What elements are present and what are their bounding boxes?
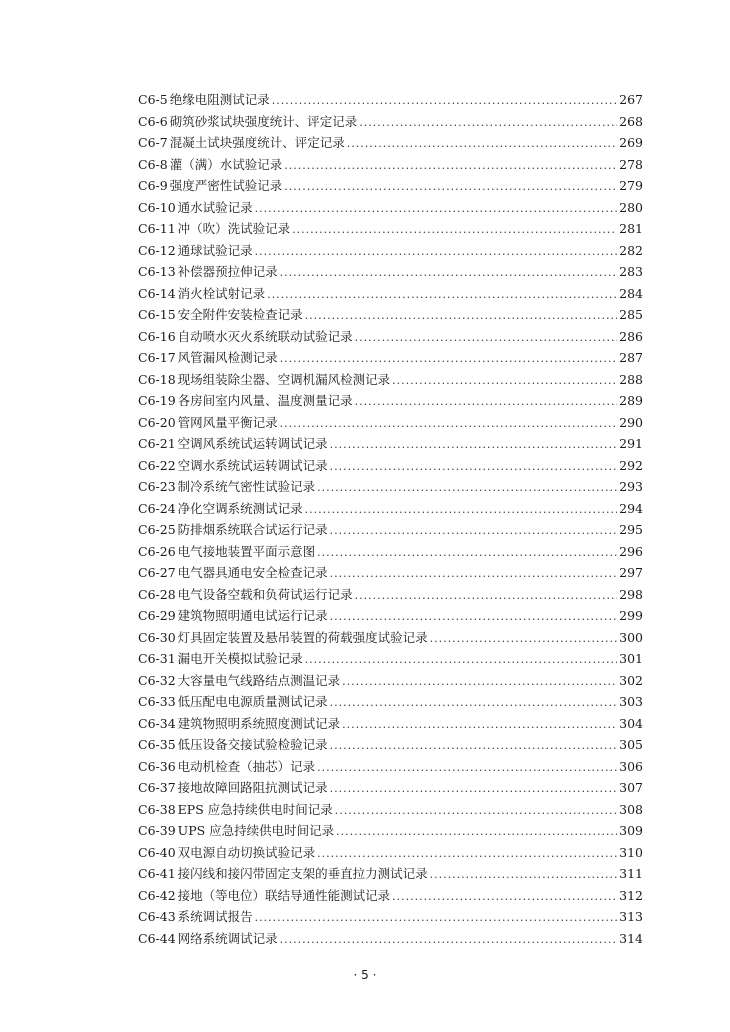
toc-entry-title: 低压设备交接试验检验记录	[177, 737, 328, 752]
dot-leader	[292, 219, 617, 241]
toc-entry[interactable]	[138, 605, 643, 627]
toc-entry[interactable]	[138, 928, 643, 950]
toc-entry-title: 接地（等电位）联结导通性能测试记录	[177, 887, 391, 903]
dot-leader	[392, 886, 617, 908]
toc-entry[interactable]	[138, 390, 643, 412]
toc-entry-title: 强度严密性试验记录	[169, 178, 283, 193]
toc-entry-title: 自动喷水灭火系统联动试验记录	[177, 328, 353, 344]
toc-entry[interactable]	[138, 89, 643, 111]
toc-entry-title: EPS 应急持续供电时间记录	[177, 801, 333, 817]
toc-entry-title: 消火栓试射记录	[177, 285, 266, 301]
toc-entry-page: 312	[619, 887, 643, 903]
dot-leader	[342, 714, 617, 736]
toc-entry-title: 电气接地装置平面示意图	[177, 543, 316, 559]
toc-entry-page: 298	[619, 586, 643, 602]
toc-entry-title: 制冷系统气密性试验记录	[177, 479, 316, 494]
toc-entry-page: 313	[619, 909, 643, 924]
toc-entry-page: 287	[619, 350, 643, 365]
toc-entry[interactable]	[138, 906, 643, 928]
toc-entry-page: 279	[619, 178, 643, 193]
toc-entry-title: 各房间室内风量、温度测量记录	[177, 393, 353, 408]
dot-leader	[355, 391, 617, 413]
toc-entry-code: C6-22	[138, 457, 176, 473]
toc-entry-title: 大容量电气线路结点测温记录	[177, 672, 341, 688]
toc-entry-page: 297	[619, 565, 643, 580]
toc-entry[interactable]	[138, 799, 643, 821]
toc-entry-code: C6-17	[138, 350, 176, 365]
dot-leader	[355, 585, 617, 607]
toc-entry-code: C6-15	[138, 307, 176, 322]
toc-entry-page: 268	[619, 113, 643, 129]
toc-entry-page: 292	[619, 457, 643, 473]
toc-entry-page: 310	[619, 844, 643, 860]
toc-entry-code: C6-24	[138, 500, 176, 516]
toc-entry-code: C6-29	[138, 608, 176, 623]
toc-entry-page: 284	[619, 285, 643, 301]
dot-leader	[317, 757, 617, 779]
dot-leader	[280, 929, 617, 951]
toc-entry[interactable]	[138, 369, 643, 391]
toc-entry[interactable]	[138, 498, 643, 520]
dot-leader	[280, 413, 617, 435]
toc-entry-code: C6-13	[138, 264, 176, 279]
toc-entry-page: 278	[619, 156, 643, 172]
toc-entry-page: 294	[619, 500, 643, 516]
dot-leader	[255, 241, 617, 263]
toc-entry-code: C6-21	[138, 436, 176, 451]
toc-entry-code: C6-6	[138, 113, 168, 129]
dot-leader	[272, 90, 617, 112]
toc-entry-code: C6-11	[138, 221, 176, 236]
toc-entry[interactable]	[138, 154, 643, 176]
toc-entry-page: 309	[619, 823, 643, 838]
dot-leader	[430, 864, 617, 886]
dot-leader	[392, 370, 617, 392]
toc-entry[interactable]	[138, 562, 643, 584]
toc-entry[interactable]	[138, 734, 643, 756]
dot-leader	[305, 499, 617, 521]
toc-entry-page: 289	[619, 393, 643, 408]
toc-entry-code: C6-30	[138, 629, 176, 645]
dot-leader	[330, 735, 617, 757]
toc-entry[interactable]	[138, 476, 643, 498]
dot-leader	[342, 671, 617, 693]
toc-entry-page: 302	[619, 672, 643, 688]
toc-entry-title: 灌（满）水试验记录	[169, 156, 283, 172]
toc-entry-code: C6-12	[138, 242, 176, 258]
toc-entry[interactable]	[138, 240, 643, 262]
toc-entry[interactable]	[138, 261, 643, 283]
toc-entry-page: 303	[619, 694, 643, 709]
dot-leader	[280, 348, 617, 370]
dot-leader	[280, 262, 617, 284]
toc-entry-title: 风管漏风检测记录	[177, 350, 278, 365]
toc-entry[interactable]	[138, 885, 643, 907]
toc-entry-title: 漏电开关模拟试验记录	[177, 651, 303, 666]
dot-leader	[330, 692, 617, 714]
toc-entry-title: 冲（吹）洗试验记录	[177, 221, 291, 236]
toc-entry-title: UPS 应急持续供电时间记录	[177, 823, 335, 838]
toc-entry-code: C6-40	[138, 844, 176, 860]
toc-entry-title: 管网风量平衡记录	[177, 414, 278, 430]
toc-entry-code: C6-7	[138, 135, 168, 150]
toc-entry-title: 安全附件安装检查记录	[177, 307, 303, 322]
toc-entry-title: 电气设备空载和负荷试运行记录	[177, 586, 353, 602]
toc-entry[interactable]	[138, 519, 643, 541]
toc-entry-page: 290	[619, 414, 643, 430]
toc-entry-page: 300	[619, 629, 643, 645]
toc-entry[interactable]	[138, 111, 643, 133]
toc-entry-code: C6-44	[138, 930, 176, 946]
toc-entry[interactable]	[138, 541, 643, 563]
toc-entry[interactable]	[138, 584, 643, 606]
toc-entry[interactable]	[138, 412, 643, 434]
toc-entry-title: 接地故障回路阻抗测试记录	[177, 780, 328, 795]
toc-entry-page: 314	[619, 930, 643, 946]
toc-entry[interactable]	[138, 863, 643, 885]
toc-entry-title: 接闪线和接闪带固定支架的垂直拉力测试记录	[177, 866, 428, 881]
dot-leader	[305, 305, 617, 327]
toc-entry[interactable]	[138, 627, 643, 649]
toc-entry-code: C6-34	[138, 715, 176, 731]
toc-entry-code: C6-10	[138, 199, 176, 215]
toc-entry-page: 299	[619, 608, 643, 623]
toc-entry-code: C6-39	[138, 823, 176, 838]
toc-entry-code: C6-38	[138, 801, 176, 817]
toc-entry[interactable]	[138, 132, 643, 154]
toc-entry-page: 267	[619, 92, 643, 107]
toc-entry[interactable]	[138, 175, 643, 197]
toc-entry-page: 296	[619, 543, 643, 559]
toc-entry-code: C6-5	[138, 92, 168, 107]
toc-entry[interactable]	[138, 218, 643, 240]
dot-leader	[330, 778, 617, 800]
toc-entry[interactable]	[138, 777, 643, 799]
dot-leader	[317, 477, 617, 499]
toc-entry[interactable]	[138, 670, 643, 692]
dot-leader	[330, 606, 617, 628]
dot-leader	[430, 628, 617, 650]
toc-entry[interactable]	[138, 842, 643, 864]
dot-leader	[305, 649, 617, 671]
toc-entry-page: 295	[619, 522, 643, 537]
dot-leader	[335, 800, 617, 822]
toc-entry-page: 306	[619, 758, 643, 774]
toc-entry-code: C6-23	[138, 479, 176, 494]
toc-entry-page: 308	[619, 801, 643, 817]
toc-entry[interactable]	[138, 283, 643, 305]
toc-entry-page: 304	[619, 715, 643, 731]
toc-entry-code: C6-32	[138, 672, 176, 688]
toc-entry-code: C6-14	[138, 285, 176, 301]
toc-entry-page: 291	[619, 436, 643, 451]
toc-entry-page: 305	[619, 737, 643, 752]
toc-entry-code: C6-20	[138, 414, 176, 430]
table-of-contents	[138, 89, 643, 949]
toc-entry-code: C6-8	[138, 156, 168, 172]
toc-entry-title: 建筑物照明通电试运行记录	[177, 608, 328, 623]
toc-entry[interactable]	[138, 713, 643, 735]
toc-entry-title: 空调水系统试运转调试记录	[177, 457, 328, 473]
toc-entry-code: C6-28	[138, 586, 176, 602]
dot-leader	[284, 176, 617, 198]
toc-entry-title: 通水试验记录	[177, 199, 253, 215]
dot-leader	[255, 198, 617, 220]
toc-entry-code: C6-31	[138, 651, 176, 666]
toc-entry-title: 网络系统调试记录	[177, 930, 278, 946]
toc-entry-title: 通球试验记录	[177, 242, 253, 258]
toc-entry[interactable]	[138, 648, 643, 670]
toc-entry-title: 系统调试报告	[177, 909, 253, 924]
page-number: · 5 ·	[353, 968, 377, 982]
toc-entry-page: 288	[619, 371, 643, 387]
toc-entry-code: C6-42	[138, 887, 176, 903]
toc-entry-title: 现场组装除尘器、空调机漏风检测记录	[177, 371, 391, 387]
toc-entry-title: 混凝土试块强度统计、评定记录	[169, 135, 345, 150]
toc-entry-code: C6-41	[138, 866, 176, 881]
toc-entry-title: 低压配电电源质量测试记录	[177, 694, 328, 709]
toc-entry-code: C6-26	[138, 543, 176, 559]
dot-leader	[267, 284, 617, 306]
toc-entry-page: 283	[619, 264, 643, 279]
dot-leader	[355, 327, 617, 349]
toc-entry-code: C6-18	[138, 371, 176, 387]
toc-entry-page: 307	[619, 780, 643, 795]
toc-entry-code: C6-27	[138, 565, 176, 580]
toc-entry-title: 防排烟系统联合试运行记录	[177, 522, 328, 537]
toc-entry-code: C6-43	[138, 909, 176, 924]
toc-entry-page: 286	[619, 328, 643, 344]
toc-entry-page: 301	[619, 651, 643, 666]
toc-entry-title: 空调风系统试运转调试记录	[177, 436, 328, 451]
toc-entry[interactable]	[138, 326, 643, 348]
toc-entry-title: 双电源自动切换试验记录	[177, 844, 316, 860]
toc-entry-page: 281	[619, 221, 643, 236]
toc-entry-code: C6-35	[138, 737, 176, 752]
toc-entry[interactable]	[138, 304, 643, 326]
dot-leader	[336, 821, 617, 843]
toc-entry-title: 净化空调系统测试记录	[177, 500, 303, 516]
toc-entry-code: C6-9	[138, 178, 168, 193]
toc-entry-title: 建筑物照明系统照度测试记录	[177, 715, 341, 731]
dot-leader	[330, 434, 617, 456]
toc-entry[interactable]	[138, 347, 643, 369]
toc-entry[interactable]	[138, 691, 643, 713]
toc-entry[interactable]	[138, 820, 643, 842]
dot-leader	[255, 907, 617, 929]
dot-leader	[347, 133, 617, 155]
dot-leader	[317, 542, 617, 564]
dot-leader	[330, 563, 617, 585]
toc-entry-code: C6-37	[138, 780, 176, 795]
toc-entry-code: C6-25	[138, 522, 176, 537]
toc-entry-title: 电动机检查（抽芯）记录	[177, 758, 316, 774]
dot-leader	[284, 155, 617, 177]
toc-entry-title: 砌筑砂浆试块强度统计、评定记录	[169, 113, 358, 129]
toc-entry-page: 311	[619, 866, 643, 881]
toc-entry-title: 绝缘电阻测试记录	[169, 92, 270, 107]
toc-entry[interactable]	[138, 433, 643, 455]
toc-entry-page: 282	[619, 242, 643, 258]
toc-entry-code: C6-16	[138, 328, 176, 344]
toc-entry-page: 293	[619, 479, 643, 494]
dot-leader	[317, 843, 617, 865]
toc-entry[interactable]	[138, 756, 643, 778]
toc-entry-code: C6-33	[138, 694, 176, 709]
toc-entry-title: 灯具固定装置及悬吊装置的荷载强度试验记录	[177, 629, 428, 645]
dot-leader	[330, 456, 617, 478]
toc-entry-title: 电气器具通电安全检查记录	[177, 565, 328, 580]
toc-entry[interactable]	[138, 455, 643, 477]
toc-entry[interactable]	[138, 197, 643, 219]
dot-leader	[330, 520, 617, 542]
toc-entry-page: 269	[619, 135, 643, 150]
toc-entry-page: 280	[619, 199, 643, 215]
toc-entry-title: 补偿器预拉伸记录	[177, 264, 278, 279]
dot-leader	[359, 112, 617, 134]
toc-entry-code: C6-36	[138, 758, 176, 774]
toc-entry-page: 285	[619, 307, 643, 322]
toc-entry-code: C6-19	[138, 393, 176, 408]
